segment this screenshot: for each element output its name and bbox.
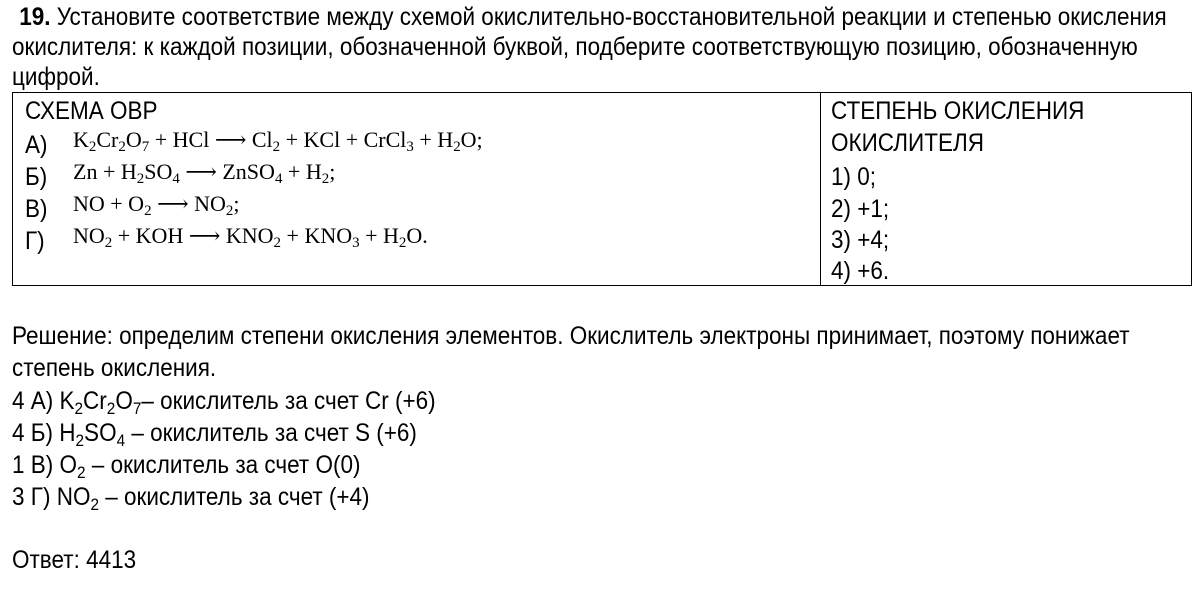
scheme-equation-b: $Zn + H_2SO_4$ ⟶ ZnSO$_4$ + $H_2$; [73, 159, 336, 188]
solution-row-g-formula: $NO_2$ [56, 483, 99, 514]
solution-row-v-text: – окислитель за счет O(0) [85, 451, 361, 479]
subscript: 3 [406, 139, 414, 156]
subscript: 4 [116, 430, 126, 450]
scheme-equation-g: $NO_2$ + KOH ⟶ $KNO_2 + KNO_3 + H_2O$. [73, 223, 428, 252]
solution-row-b-formula: $H_2SO_4$ [59, 419, 126, 450]
solution-row-v [12, 451, 360, 480]
table-column-divider [820, 93, 821, 285]
answer: Ответ: 4413 [12, 546, 137, 574]
subscript: 2 [225, 203, 234, 220]
subscript: 4 [274, 171, 283, 188]
solution-row-b [12, 419, 417, 448]
subscript: 2 [106, 398, 116, 418]
task-text-line-1: Установите соответствие между схемой окислительно-восстановительной реакции и степенью окисления [56, 3, 1167, 31]
task-number: 19. [19, 3, 51, 31]
solution-row-g-prefix: 3 Г) [12, 483, 57, 511]
solution-row-g [12, 483, 370, 512]
scheme-letter-v: В) [25, 195, 48, 223]
subscript: 4 [172, 171, 180, 188]
subscript: 2 [453, 139, 461, 156]
solution-row-g-text: – окислитель за счет (+4) [98, 483, 370, 511]
subscript: 2 [77, 462, 86, 482]
solution-row-a-formula: $K_2Cr_2O_7$ [59, 387, 142, 418]
subscript: 7 [141, 139, 150, 156]
subscript: 2 [144, 203, 152, 220]
solution-row-v-prefix: 1 В) [12, 451, 60, 479]
solution-row-a-text: – окислитель за счет Cr (+6) [141, 387, 436, 415]
solution-row-b-text: – окислитель за счет S (+6) [125, 419, 417, 447]
subscript: 3 [352, 235, 360, 252]
matching-table [12, 92, 1192, 286]
subscript: 2 [90, 494, 99, 514]
scheme-letter-b: Б) [25, 163, 48, 191]
solution-intro-line-1: Решение: определим степени окисления элементов. Окислитель электроны принимает, поэтому понижает [12, 322, 1130, 350]
subscript: 2 [321, 171, 330, 188]
task-text-line-3: цифрой. [12, 63, 100, 91]
option-4: 4) +6. [831, 257, 890, 285]
left-column-header: СХЕМА ОВР [25, 97, 158, 125]
subscript: 2 [273, 235, 282, 252]
right-column-header-line-2: ОКИСЛИТЕЛЯ [831, 129, 984, 157]
solution-row-b-prefix: 4 Б) [12, 419, 60, 447]
scheme-letter-g: Г) [25, 227, 45, 255]
subscript: 2 [118, 139, 126, 156]
option-3: 3) +4; [831, 226, 890, 254]
subscript: 2 [88, 139, 97, 156]
subscript: 2 [104, 235, 113, 252]
subscript: 7 [132, 398, 142, 418]
scheme-equation-a: $K_2Cr_2O_7$ + HCl ⟶ $Cl_2$ + KCl + CrCl$_3$ + $H_2O$; [73, 127, 483, 156]
option-1: 1) 0; [831, 163, 877, 191]
solution-row-a-prefix: 4 А) [12, 387, 60, 415]
subscript: 2 [398, 235, 407, 252]
subscript: 2 [75, 430, 85, 450]
right-column-header-line-1: СТЕПЕНЬ ОКИСЛЕНИЯ [831, 97, 1085, 125]
subscript: 2 [136, 171, 145, 188]
task-text-line-2: окислителя: к каждой позиции, обозначенной буквой, подберите соответствующую позицию, обозначенную [12, 33, 1138, 61]
solution-row-v-formula: $O_2$ [59, 451, 86, 482]
scheme-equation-v: NO + $O_2$ ⟶ $NO_2$; [73, 191, 240, 220]
subscript: 2 [272, 139, 281, 156]
solution-intro-line-2: степень окисления. [12, 354, 217, 382]
scheme-letter-a: А) [25, 131, 48, 159]
option-2: 2) +1; [831, 195, 890, 223]
task-statement [12, 2, 1191, 92]
solution-row-a [12, 387, 436, 416]
subscript: 2 [74, 398, 84, 418]
